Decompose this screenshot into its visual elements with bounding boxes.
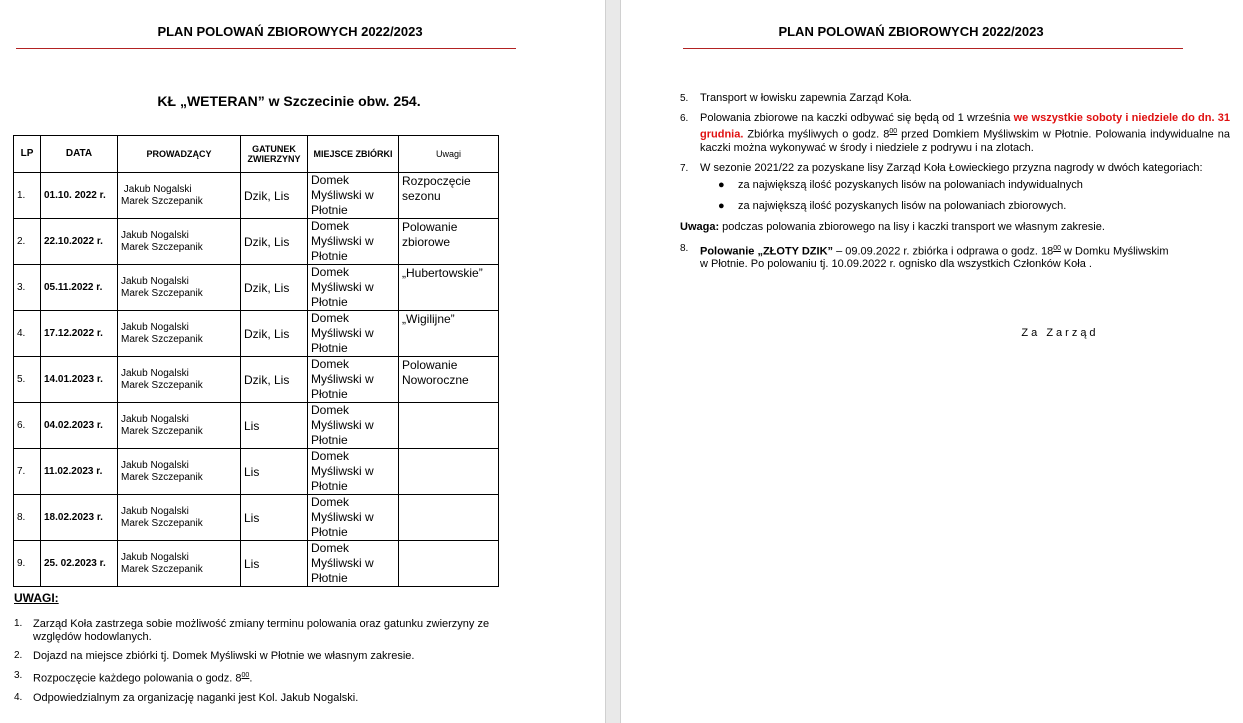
cell-leader xyxy=(118,403,241,449)
cell-game: Lis xyxy=(241,403,308,449)
remarks-heading: UWAGI: xyxy=(14,591,59,605)
leader-name: Jakub Nogalski xyxy=(121,505,189,517)
cell-leader xyxy=(118,449,241,495)
list-item: 2. Dojazd na miejsce zbiórki tj. Domek Myśliwski w Płotnie we własnym zakresie. xyxy=(14,650,415,662)
cell-game: Dzik, Lis xyxy=(241,265,308,311)
page-header-title: PLAN POLOWAŃ ZBIOROWYCH 2022/2023 xyxy=(157,24,423,39)
table-row xyxy=(14,265,499,311)
leader-name: Jakub Nogalski xyxy=(121,183,192,195)
list-item: 1. Zarząd Koła zastrzega sobie możliwość zmiany terminu polowania oraz gatunku zwierzyny ze względów hodowlanych. xyxy=(14,618,490,643)
cell-lp: 3. xyxy=(14,265,41,311)
cell-lp: 2. xyxy=(14,219,41,265)
leader-name: Jakub Nogalski xyxy=(121,321,189,333)
list-item: 6. Polowania zbiorowe na kaczki odbywać się będą od 1 września we wszystkie soboty i niedziele do dn. 31 grudnia. Zbiórka myśliwych o godz. $8^{00}$ przed Domkiem Myśliwskim w Płotnie. Polowania indywidualne na kaczki można wykonywać w środy i niedziele z podrywu i na zlotach. xyxy=(680,112,1231,154)
cell-date: 05.11.2022 r. xyxy=(41,265,118,311)
table-row xyxy=(14,173,499,219)
document-page-1 xyxy=(0,0,605,723)
cell-game: Dzik, Lis xyxy=(241,173,308,219)
signature-line: Za Zarząd xyxy=(1021,327,1099,339)
cell-note xyxy=(399,495,499,541)
cell-place: Domek Myśliwski w Płotnie xyxy=(308,219,399,265)
table-row xyxy=(14,541,499,587)
cell-note xyxy=(399,403,499,449)
cell-date: 18.02.2023 r. xyxy=(41,495,118,541)
col-lp: LP xyxy=(14,136,41,173)
leader-name: Jakub Nogalski xyxy=(121,459,189,471)
cell-note: „Wigilijne” xyxy=(399,311,499,357)
cell-place: Domek Myśliwski w Płotnie xyxy=(308,311,399,357)
cell-place: Domek Myśliwski w Płotnie xyxy=(308,495,399,541)
cell-game: Lis xyxy=(241,449,308,495)
table-row xyxy=(14,357,499,403)
cell-leader xyxy=(118,311,241,357)
cell-date: 22.10.2022 r. xyxy=(41,219,118,265)
cell-note xyxy=(399,449,499,495)
table-row xyxy=(14,403,499,449)
leader-name: Marek Szczepanik xyxy=(121,425,203,437)
leader-name: Jakub Nogalski xyxy=(121,413,189,425)
cell-game: Dzik, Lis xyxy=(241,357,308,403)
cell-lp: 6. xyxy=(14,403,41,449)
cell-date: 04.02.2023 r. xyxy=(41,403,118,449)
leader-name: Jakub Nogalski xyxy=(121,367,189,379)
list-item: 5. Transport w łowisku zapewnia Zarząd Koła. xyxy=(680,92,912,104)
col-leader: PROWADZĄCY xyxy=(118,136,241,173)
cell-date: 01.10. 2022 r. xyxy=(41,173,118,219)
table-row xyxy=(14,495,499,541)
club-title: KŁ „WETERAN” w Szczecinie obw. 254. xyxy=(157,93,421,109)
list-item: 4. Odpowiedzialnym za organizację naganki jest Kol. Jakub Nogalski. xyxy=(14,691,359,704)
cell-lp: 1. xyxy=(14,173,41,219)
bullet-icon: ● xyxy=(718,178,725,191)
cell-place: Domek Myśliwski w Płotnie xyxy=(308,173,399,219)
header-rule xyxy=(16,48,516,49)
leader-name: Marek Szczepanik xyxy=(121,287,203,299)
page-gutter xyxy=(605,0,621,723)
leader-name: Jakub Nogalski xyxy=(121,229,189,241)
cell-note xyxy=(399,541,499,587)
table-row xyxy=(14,311,499,357)
cell-place: Domek Myśliwski w Płotnie xyxy=(308,357,399,403)
cell-date: 11.02.2023 r. xyxy=(41,449,118,495)
remarks-list-page1 xyxy=(14,618,529,711)
hunt-plan-table xyxy=(13,135,499,587)
cell-note: „Hubertowskie” xyxy=(399,265,499,311)
bullet-item: ● za największą ilość pozyskanych lisów na polowaniach zbiorowych. xyxy=(718,199,1067,212)
cell-leader xyxy=(118,357,241,403)
cell-lp: 8. xyxy=(14,495,41,541)
cell-date: 17.12.2022 r. xyxy=(41,311,118,357)
highlight-red: we wszystkie soboty i niedziele do dn. 31 grudnia. xyxy=(700,112,1231,141)
cell-lp: 4. xyxy=(14,311,41,357)
header-rule xyxy=(683,48,1183,49)
leader-name: Marek Szczepanik xyxy=(121,379,203,391)
page-header-title: PLAN POLOWAŃ ZBIOROWYCH 2022/2023 xyxy=(778,24,1044,39)
leader-name: Jakub Nogalski xyxy=(121,275,189,287)
col-game: GATUNEK ZWIERZYNY xyxy=(241,136,308,173)
cell-lp: 7. xyxy=(14,449,41,495)
remarks-list-page2 xyxy=(680,92,1230,278)
cell-note: Rozpoczęcie sezonu xyxy=(399,173,499,219)
table-row xyxy=(14,219,499,265)
list-item: 7. W sezonie 2021/22 za pozyskane lisy Zarząd Koła Łowieckiego przyzna nagrody w dwóch kategoriach: xyxy=(680,161,1203,174)
cell-leader xyxy=(118,219,241,265)
list-item: 3. Rozpoczęcie każdego polowania o godz. $8^{00}$. xyxy=(14,669,253,685)
cell-leader xyxy=(118,265,241,311)
col-notes: Uwagi xyxy=(399,136,499,173)
cell-leader xyxy=(118,541,241,587)
leader-name: Marek Szczepanik xyxy=(121,333,203,345)
cell-game: Dzik, Lis xyxy=(241,219,308,265)
cell-leader xyxy=(118,173,241,219)
col-date: DATA xyxy=(41,136,118,173)
cell-game: Dzik, Lis xyxy=(241,311,308,357)
table-row xyxy=(14,449,499,495)
leader-name: Marek Szczepanik xyxy=(121,517,203,529)
leader-name: Marek Szczepanik xyxy=(121,471,203,483)
uwaga-note: Uwaga: podczas polowania zbiorowego na lisy i kaczki transport we własnym zakresie. xyxy=(680,220,1105,233)
leader-name: Marek Szczepanik xyxy=(121,241,203,253)
cell-note: Polowanie zbiorowe xyxy=(399,219,499,265)
list-item: 8. Polowanie „ZŁOTY DZIK” – 09.09.2022 r. zbiórka i odprawa o godz. $18^{00}$ w Domku Myśliwskim w Płotnie. Po polowaniu tj. 10.09.2022 r. ognisko dla wszystkich Członków Koła . xyxy=(680,242,1169,271)
cell-place: Domek Myśliwski w Płotnie xyxy=(308,265,399,311)
cell-game: Lis xyxy=(241,541,308,587)
leader-name: Marek Szczepanik xyxy=(121,195,203,207)
cell-place: Domek Myśliwski w Płotnie xyxy=(308,449,399,495)
cell-note: Polowanie Noworoczne xyxy=(399,357,499,403)
leader-name: Jakub Nogalski xyxy=(121,551,189,563)
col-place: MIEJSCE ZBIÓRKI xyxy=(308,136,399,173)
bullet-icon: ● xyxy=(718,199,725,212)
bullet-item: ● za największą ilość pozyskanych lisów na polowaniach indywidualnych xyxy=(718,178,1083,191)
bullet-list xyxy=(680,179,1230,213)
cell-lp: 5. xyxy=(14,357,41,403)
cell-leader xyxy=(118,495,241,541)
cell-game: Lis xyxy=(241,495,308,541)
leader-name: Marek Szczepanik xyxy=(121,563,203,575)
cell-place: Domek Myśliwski w Płotnie xyxy=(308,541,399,587)
table-header-row xyxy=(14,136,499,173)
cell-date: 25. 02.2023 r. xyxy=(41,541,118,587)
cell-lp: 9. xyxy=(14,541,41,587)
cell-date: 14.01.2023 r. xyxy=(41,357,118,403)
cell-place: Domek Myśliwski w Płotnie xyxy=(308,403,399,449)
